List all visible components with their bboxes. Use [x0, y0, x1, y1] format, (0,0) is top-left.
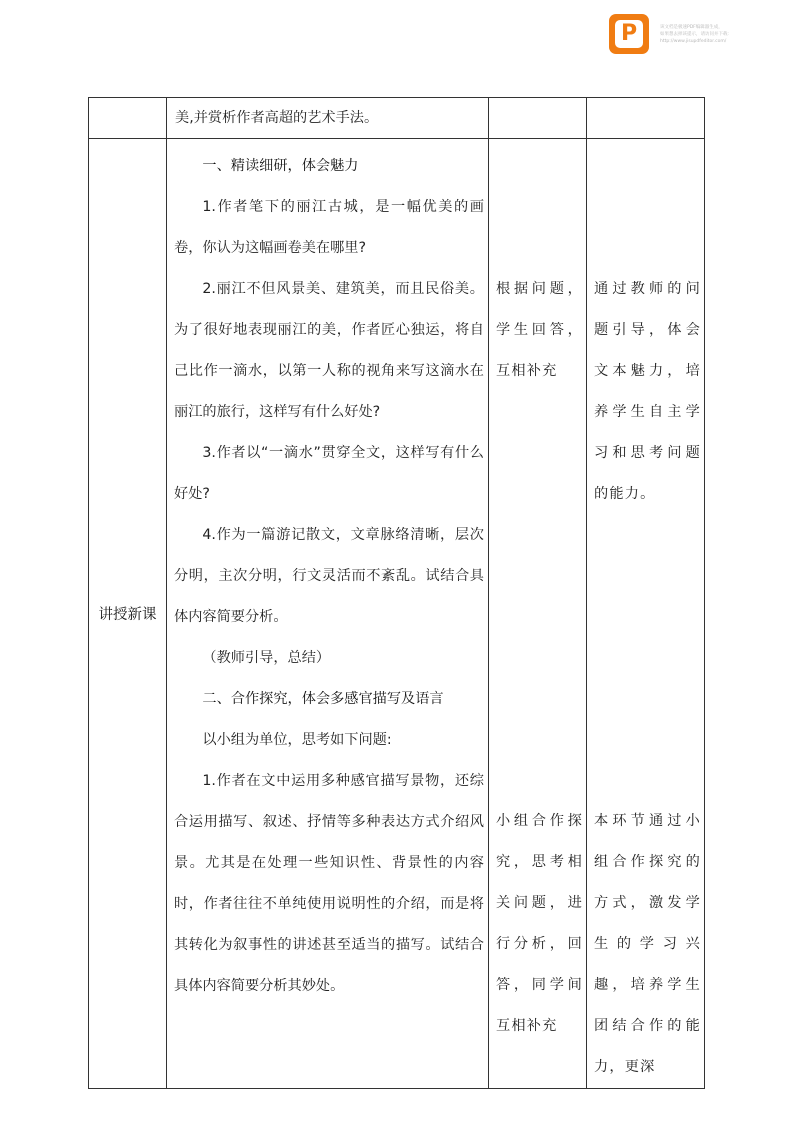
design-intent: 本环节通过小组合作探究的方式，激发学生的学习兴趣，培养学生团结合作的能力，更深 [594, 813, 701, 1075]
teaching-content-cell [167, 139, 489, 1089]
student-activity-cell [489, 139, 587, 1089]
lesson-plan-table [88, 97, 705, 1089]
student-activity: 根据问题，学生回答，互相补充 [496, 281, 583, 379]
stage-label-cell [89, 139, 167, 1089]
watermark-line: http://www.jisupdfeditor.com/ [660, 39, 727, 44]
table-cell-empty [587, 98, 705, 139]
table-row [89, 98, 705, 139]
design-intent: 通过教师的问题引导，体会文本魅力，培养学生自主学习和思考问题的能力。 [594, 281, 701, 502]
question-item: 4.作为一篇游记散文，文章脉络清晰，层次分明，主次分明，行文灵活而不紊乱。试结合具体内容简要分析。 [174, 527, 484, 625]
watermark-line: 如果想去掉该提示，请访问并下载： [660, 32, 732, 37]
table-row [89, 139, 705, 1089]
section-intro: 以小组为单位，思考如下问题: [202, 732, 392, 748]
student-activity: 小组合作探究，思考相关问题，进行分析，回答，同学间互相补充 [496, 813, 583, 1034]
pdf-editor-logo [609, 14, 649, 54]
section-heading: 一、精读细研，体会魅力 [202, 158, 359, 174]
logo-letter-p-icon: P [615, 20, 643, 48]
question-item: 2.丽江不但风景美、建筑美，而且民俗美。为了很好地表现丽江的美，作者匠心独运，将自己比作一滴水，以第一人称的视角来写这滴水在丽江的旅行，这样写有什么好处? [174, 281, 484, 420]
table-cell-empty [489, 98, 587, 139]
watermark-notice [660, 24, 790, 45]
table-cell-content [167, 98, 489, 139]
table-cell-empty [89, 98, 167, 139]
section-heading: 二、合作探究，体会多感官描写及语言 [202, 691, 444, 707]
question-item: 1.作者在文中运用多种感官描写景物，还综合运用描写、叙述、抒情等多种表达方式介绍风景。尤其是在处理一些知识性、背景性的内容时，作者往往不单纯使用说明性的介绍，而是将其转化为叙事性的讲述甚至适当的描写。试结合具体内容简要分析其妙处。 [174, 773, 484, 994]
watermark-line: 该文档是极速PDF编辑器生成， [660, 25, 723, 30]
stage-label: 讲授新课 [98, 607, 157, 623]
question-item: 3.作者以“一滴水”贯穿全文，这样写有什么好处? [174, 445, 484, 502]
teacher-note: （教师引导，总结） [202, 650, 331, 666]
question-item: 1.作者笔下的丽江古城，是一幅优美的画卷，你认为这幅画卷美在哪里? [174, 199, 484, 256]
continued-text: 美,并赏析作者高超的艺术手法。 [175, 110, 379, 126]
design-intent-cell [587, 139, 705, 1089]
